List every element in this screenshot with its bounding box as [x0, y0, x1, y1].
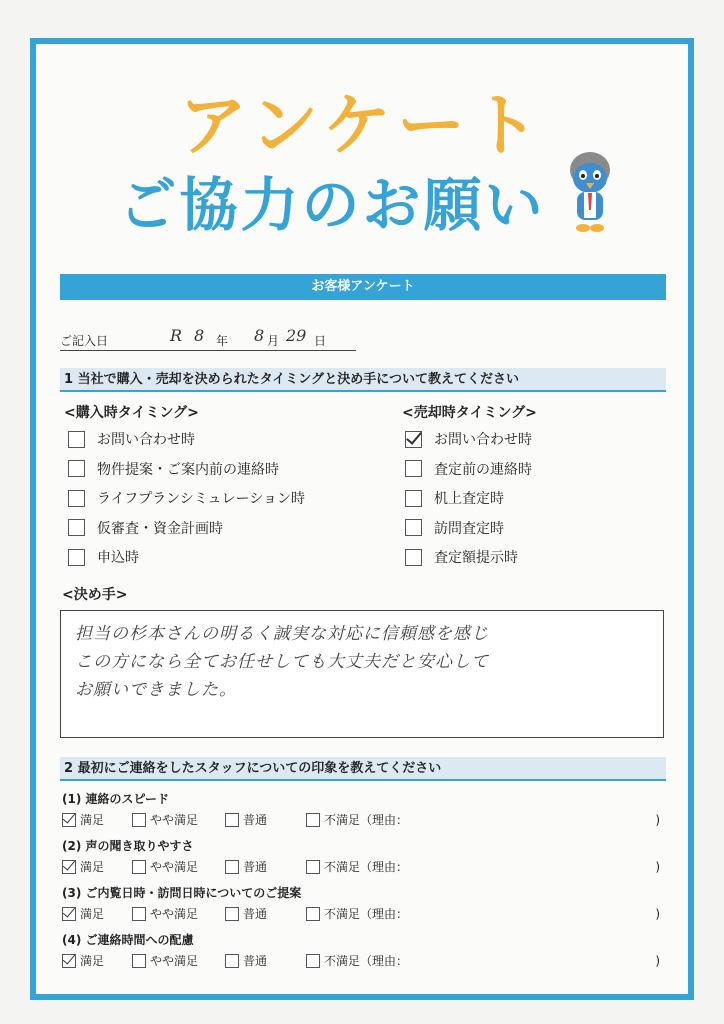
- answer-choice[interactable]: [132, 905, 198, 923]
- answer-choice-label: 普通: [243, 860, 268, 874]
- answer-choice[interactable]: [62, 811, 104, 829]
- answer-choice-label: 満足: [80, 813, 105, 827]
- sale-option[interactable]: [405, 548, 518, 568]
- deciding-factor-textarea[interactable]: [60, 610, 664, 738]
- sale-option[interactable]: [405, 460, 532, 480]
- answer-row: [62, 858, 660, 876]
- answer-choice[interactable]: [225, 811, 267, 829]
- purchase-option-label: 物件提案・ご案内前の連絡時: [97, 461, 279, 478]
- answer-choice[interactable]: [306, 952, 408, 970]
- answer-checkbox[interactable]: [225, 813, 239, 827]
- purchase-option-label: 申込時: [97, 550, 139, 566]
- sale-option-label: 訪問査定時: [434, 520, 504, 537]
- date-year: 8: [194, 326, 205, 345]
- answer-choice-label: 普通: [243, 907, 268, 921]
- answer-checkbox[interactable]: [132, 813, 146, 827]
- mascot-illustration: [560, 148, 620, 238]
- answer-checkbox[interactable]: [225, 954, 239, 968]
- date-era: R: [170, 326, 183, 345]
- answer-checkbox[interactable]: [225, 907, 239, 921]
- answer-choice-label: 普通: [243, 954, 268, 968]
- sale-option[interactable]: [405, 489, 504, 509]
- purchase-option-label: ライフプランシミュレーション時: [97, 491, 305, 507]
- sale-option[interactable]: [405, 430, 532, 450]
- date-day: 29: [286, 326, 307, 345]
- sale-checkbox[interactable]: [405, 431, 422, 448]
- answer-checkbox[interactable]: [225, 860, 239, 874]
- date-label: ご記入日: [60, 334, 109, 348]
- purchase-checkbox[interactable]: [68, 519, 85, 536]
- answer-checkbox[interactable]: [62, 813, 76, 827]
- sale-checkbox[interactable]: [405, 460, 422, 477]
- answer-checkbox[interactable]: [306, 907, 320, 921]
- sale-option-label: お問い合わせ時: [434, 432, 532, 448]
- answer-choice-label: 満足: [80, 954, 105, 968]
- deciding-factor-heading: <決め手>: [62, 587, 128, 603]
- answer-choice[interactable]: [306, 858, 408, 876]
- question-label: (2) 声の聞き取りやすさ: [62, 839, 194, 853]
- answer-choice[interactable]: [306, 811, 408, 829]
- purchase-option[interactable]: [68, 460, 279, 480]
- sale-option-label: 机上査定時: [434, 491, 504, 507]
- reason-close-paren: ): [655, 954, 660, 968]
- answer-row: [62, 905, 660, 923]
- purchase-checkbox[interactable]: [68, 549, 85, 566]
- question-label: (4) ご連絡時間への配慮: [62, 933, 194, 947]
- answer-checkbox[interactable]: [306, 860, 320, 874]
- answer-choice[interactable]: [132, 858, 198, 876]
- question-label: (1) 連絡のスピード: [62, 792, 170, 806]
- answer-choice-label: やや満足: [150, 907, 199, 921]
- purchase-option-label: 仮審査・資金計画時: [97, 520, 223, 537]
- comment-line-3: お願いできました。: [75, 680, 237, 700]
- sale-checkbox[interactable]: [405, 490, 422, 507]
- comment-line-1: 担当の杉本さんの明るく誠実な対応に信頼感を感じ: [75, 624, 489, 644]
- reason-close-paren: ): [655, 860, 660, 874]
- answer-choice[interactable]: [225, 858, 267, 876]
- answer-choice[interactable]: [132, 811, 198, 829]
- answer-checkbox[interactable]: [62, 907, 76, 921]
- answer-choice-label: 満足: [80, 907, 105, 921]
- customer-survey-header: お客様アンケート: [60, 274, 666, 300]
- answer-row: [62, 952, 660, 970]
- purchase-option-label: お問い合わせ時: [97, 432, 195, 448]
- date-field[interactable]: [60, 328, 356, 351]
- answer-choice-label: 満足: [80, 860, 105, 874]
- answer-choice[interactable]: [62, 952, 104, 970]
- purchase-checkbox[interactable]: [68, 490, 85, 507]
- answer-choice-label: 普通: [243, 813, 268, 827]
- answer-choice-label: 不満足（理由：: [324, 813, 409, 827]
- purchase-option[interactable]: [68, 489, 305, 509]
- purchase-timing-heading: <購入時タイミング>: [64, 405, 199, 421]
- answer-choice[interactable]: [306, 905, 408, 923]
- answer-choice-label: やや満足: [150, 860, 199, 874]
- answer-checkbox[interactable]: [132, 907, 146, 921]
- answer-checkbox[interactable]: [132, 860, 146, 874]
- answer-choice-label: やや満足: [150, 813, 199, 827]
- answer-choice[interactable]: [225, 905, 267, 923]
- date-year-unit: 年: [216, 334, 229, 348]
- title-line1: アンケート: [179, 87, 545, 166]
- answer-checkbox[interactable]: [62, 954, 76, 968]
- answer-choice[interactable]: [62, 905, 104, 923]
- sale-timing-heading: <売却時タイミング>: [402, 405, 537, 421]
- answer-checkbox[interactable]: [62, 860, 76, 874]
- sale-checkbox[interactable]: [405, 549, 422, 566]
- question-label: (3) ご内覧日時・訪問日時についてのご提案: [62, 886, 302, 900]
- title-line2: ご協力のお願い: [118, 171, 546, 239]
- purchase-option[interactable]: [68, 430, 195, 450]
- reason-close-paren: ): [655, 813, 660, 827]
- date-day-unit: 日: [314, 334, 327, 348]
- answer-checkbox[interactable]: [306, 813, 320, 827]
- purchase-option[interactable]: [68, 548, 139, 568]
- purchase-checkbox[interactable]: [68, 431, 85, 448]
- date-month: 8: [254, 326, 265, 345]
- reason-close-paren: ): [655, 907, 660, 921]
- answer-checkbox[interactable]: [306, 954, 320, 968]
- date-month-unit: 月: [267, 334, 280, 348]
- answer-choice[interactable]: [132, 952, 198, 970]
- sale-option[interactable]: [405, 519, 504, 539]
- answer-choice-label: 不満足（理由：: [324, 860, 409, 874]
- purchase-checkbox[interactable]: [68, 460, 85, 477]
- answer-choice-label: 不満足（理由：: [324, 954, 409, 968]
- answer-choice-label: 不満足（理由：: [324, 907, 409, 921]
- answer-row: [62, 811, 660, 829]
- sale-checkbox[interactable]: [405, 519, 422, 536]
- answer-choice[interactable]: [225, 952, 267, 970]
- comment-line-2: この方になら全てお任せしても大丈夫だと安心して: [75, 652, 489, 672]
- answer-checkbox[interactable]: [132, 954, 146, 968]
- sale-option-label: 査定前の連絡時: [434, 461, 532, 478]
- section1-title: 1 当社で購入・売却を決められたタイミングと決め手について教えてください: [60, 368, 666, 392]
- answer-choice[interactable]: [62, 858, 104, 876]
- sale-option-label: 査定額提示時: [434, 550, 518, 566]
- answer-choice-label: やや満足: [150, 954, 199, 968]
- purchase-option[interactable]: [68, 519, 223, 539]
- section2-title: 2 最初にご連絡をしたスタッフについての印象を教えてください: [60, 757, 666, 781]
